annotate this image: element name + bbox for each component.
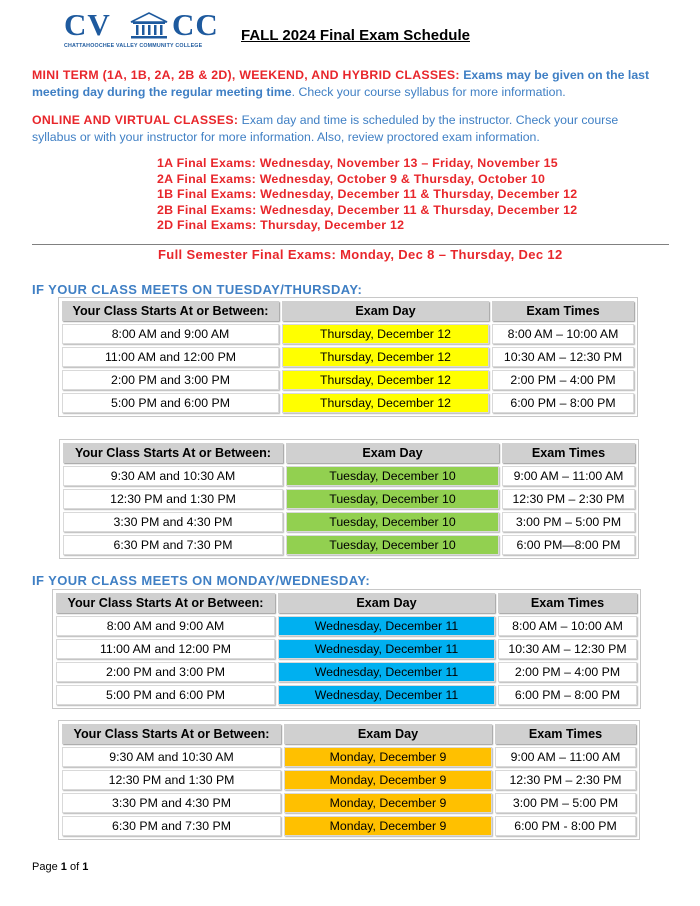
cell-class-starts: 12:30 PM and 1:30 PM	[62, 770, 281, 790]
logo-subtitle: CHATTAHOOCHEE VALLEY COMMUNITY COLLEGE	[64, 43, 203, 49]
table-row	[56, 616, 637, 636]
cell-exam-times: 6:00 PM – 8:00 PM	[498, 685, 637, 705]
table-row	[63, 466, 635, 486]
cell-exam-times: 10:30 AM – 12:30 PM	[492, 347, 634, 367]
cell-exam-day: Monday, December 9	[284, 747, 492, 767]
table-row	[56, 662, 637, 682]
table-row	[62, 393, 634, 413]
final-exam-line: 2D Final Exams: Thursday, December 12	[157, 218, 405, 233]
cell-exam-day: Monday, December 9	[284, 793, 492, 813]
cell-exam-times: 9:00 AM – 11:00 AM	[502, 466, 635, 486]
section-heading-monday-wednesday: IF YOUR CLASS MEETS ON MONDAY/WEDNESDAY:	[32, 573, 371, 588]
cell-exam-day: Monday, December 9	[284, 816, 492, 836]
page-title: FALL 2024 Final Exam Schedule	[241, 27, 470, 44]
page-number: 1	[60, 861, 67, 873]
final-exam-line: 2A Final Exams: Wednesday, October 9 & Thursday, October 10	[157, 171, 546, 186]
cell-exam-times: 6:00 PM - 8:00 PM	[495, 816, 636, 836]
online-text: Exam day and time is scheduled by the instructor. Check your course syllabus or with your instructor for more information. Also, review proctored exam information.	[32, 113, 619, 144]
page-total: 1	[82, 861, 89, 873]
page-word: Page	[32, 861, 58, 873]
cell-exam-day: Tuesday, December 10	[286, 512, 499, 532]
online-paragraph	[32, 112, 662, 146]
table-row	[63, 489, 635, 509]
cell-exam-day: Thursday, December 12	[282, 370, 489, 390]
cell-class-starts: 9:30 AM and 10:30 AM	[63, 466, 283, 486]
cell-class-starts: 2:00 PM and 3:00 PM	[62, 370, 279, 390]
cell-class-starts: 6:30 PM and 7:30 PM	[62, 816, 281, 836]
table-row	[62, 370, 634, 390]
final-exams-list	[157, 156, 577, 234]
mini-term-paragraph	[32, 67, 662, 101]
cell-exam-times: 9:00 AM – 11:00 AM	[495, 747, 636, 767]
cell-exam-times: 12:30 PM – 2:30 PM	[495, 770, 636, 790]
table-row	[56, 685, 637, 705]
logo-letters-right: CC	[172, 7, 219, 42]
cell-exam-day: Thursday, December 12	[282, 393, 489, 413]
cell-class-starts: 8:00 AM and 9:00 AM	[56, 616, 275, 636]
cell-exam-day: Wednesday, December 11	[278, 639, 495, 659]
section-heading-tuesday-thursday: IF YOUR CLASS MEETS ON TUESDAY/THURSDAY:	[32, 282, 363, 297]
cell-class-starts: 2:00 PM and 3:00 PM	[56, 662, 275, 682]
college-logo	[64, 8, 230, 50]
cell-class-starts: 11:00 AM and 12:00 PM	[56, 639, 275, 659]
header-exam-day: Exam Day	[282, 301, 489, 321]
header-exam-day: Exam Day	[286, 443, 499, 463]
exam-table-mw-2	[59, 721, 639, 839]
cell-class-starts: 5:00 PM and 6:00 PM	[62, 393, 279, 413]
table-row	[62, 347, 634, 367]
cell-class-starts: 11:00 AM and 12:00 PM	[62, 347, 279, 367]
cell-class-starts: 3:30 PM and 4:30 PM	[62, 793, 281, 813]
page-footer	[32, 861, 88, 873]
table-row	[56, 639, 637, 659]
header-class-starts: Your Class Starts At or Between:	[63, 443, 283, 463]
header-class-starts: Your Class Starts At or Between:	[62, 301, 279, 321]
cell-exam-day: Monday, December 9	[284, 770, 492, 790]
final-exam-line: 1B Final Exams: Wednesday, December 11 & Thursday, December 12	[157, 187, 578, 202]
header-exam-day: Exam Day	[278, 593, 495, 613]
cell-class-starts: 9:30 AM and 10:30 AM	[62, 747, 281, 767]
cell-exam-times: 12:30 PM – 2:30 PM	[502, 489, 635, 509]
table-header-row	[63, 443, 635, 463]
table-header-row	[62, 301, 634, 321]
header-exam-times: Exam Times	[495, 724, 636, 744]
mini-term-bold-text: Exams may be given on the last meeting day during the regular meeting time	[32, 68, 650, 99]
cell-class-starts: 12:30 PM and 1:30 PM	[63, 489, 283, 509]
cell-exam-day: Wednesday, December 11	[278, 685, 495, 705]
cell-exam-day: Thursday, December 12	[282, 347, 489, 367]
table-row	[62, 747, 636, 767]
cell-exam-day: Wednesday, December 11	[278, 616, 495, 636]
table-row	[62, 793, 636, 813]
cell-exam-times: 8:00 AM – 10:00 AM	[498, 616, 637, 636]
online-label: ONLINE AND VIRTUAL CLASSES:	[32, 113, 239, 127]
exam-table-mw-1	[53, 590, 640, 708]
cell-class-starts: 6:30 PM and 7:30 PM	[63, 535, 283, 555]
table-row	[63, 512, 635, 532]
mini-term-label: MINI TERM (1A, 1B, 2A, 2B & 2D), WEEKEND, AND HYBRID CLASSES:	[32, 68, 460, 82]
logo-letters-left: CV	[64, 7, 111, 42]
table-row	[62, 816, 636, 836]
header-class-starts: Your Class Starts At or Between:	[62, 724, 281, 744]
table-header-row	[56, 593, 637, 613]
table-row	[63, 535, 635, 555]
cell-exam-times: 6:00 PM—8:00 PM	[502, 535, 635, 555]
cell-exam-times: 3:00 PM – 5:00 PM	[495, 793, 636, 813]
header-class-starts: Your Class Starts At or Between:	[56, 593, 275, 613]
table-row	[62, 324, 634, 344]
header-exam-times: Exam Times	[498, 593, 637, 613]
cell-exam-times: 8:00 AM – 10:00 AM	[492, 324, 634, 344]
cell-exam-day: Tuesday, December 10	[286, 535, 499, 555]
of-word: of	[69, 861, 80, 873]
building-icon	[128, 10, 170, 40]
table-header-row	[62, 724, 636, 744]
cell-class-starts: 3:30 PM and 4:30 PM	[63, 512, 283, 532]
final-exam-line: 1A Final Exams: Wednesday, November 13 – Friday, November 15	[157, 156, 558, 170]
divider	[32, 244, 669, 245]
cell-exam-times: 2:00 PM – 4:00 PM	[492, 370, 634, 390]
full-semester-line: Full Semester Final Exams: Monday, Dec 8 – Thursday, Dec 12	[158, 247, 563, 262]
final-exam-line: 2B Final Exams: Wednesday, December 11 & Thursday, December 12	[157, 202, 578, 217]
table-row	[62, 770, 636, 790]
cell-exam-times: 10:30 AM – 12:30 PM	[498, 639, 637, 659]
cell-exam-times: 3:00 PM – 5:00 PM	[502, 512, 635, 532]
cell-class-starts: 5:00 PM and 6:00 PM	[56, 685, 275, 705]
cell-exam-day: Wednesday, December 11	[278, 662, 495, 682]
header-exam-times: Exam Times	[492, 301, 634, 321]
cell-exam-day: Tuesday, December 10	[286, 489, 499, 509]
cell-exam-day: Tuesday, December 10	[286, 466, 499, 486]
header-exam-times: Exam Times	[502, 443, 635, 463]
header-exam-day: Exam Day	[284, 724, 492, 744]
exam-table-tt-2	[60, 440, 638, 558]
cell-exam-day: Thursday, December 12	[282, 324, 489, 344]
cell-exam-times: 2:00 PM – 4:00 PM	[498, 662, 637, 682]
cell-class-starts: 8:00 AM and 9:00 AM	[62, 324, 279, 344]
cell-exam-times: 6:00 PM – 8:00 PM	[492, 393, 634, 413]
mini-term-rest: . Check your course syllabus for more information.	[291, 85, 566, 99]
exam-table-tt-1	[59, 298, 637, 416]
